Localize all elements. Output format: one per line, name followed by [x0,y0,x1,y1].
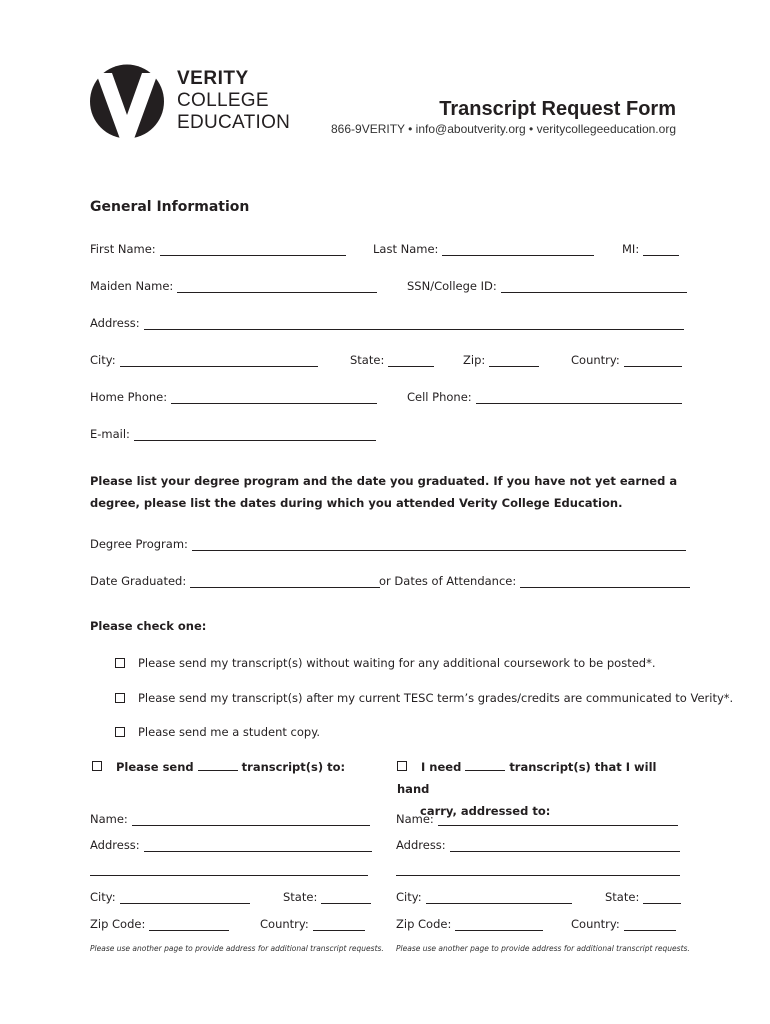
degree-program-field[interactable] [90,537,686,551]
home-phone-field[interactable] [90,390,377,404]
address-label: Address: [90,316,140,330]
hand-carry-count-line[interactable] [465,760,505,771]
state-label: State: [350,353,385,367]
email-line[interactable] [134,439,376,441]
right-state-field[interactable] [605,890,681,904]
left-zip-label: Zip Code: [90,917,146,931]
send-to-label-a: Please send [116,760,194,774]
degree-instructions: Please list your degree program and the date you graduated. If you have not yet earned a degree, please list the dates during which you attended Verity College Education. [90,474,678,510]
hand-carry-label-b: transcript(s) that I will hand [397,760,657,796]
city-label: City: [90,353,116,367]
last-name-field[interactable] [373,242,594,256]
zip-field[interactable] [463,353,539,367]
right-state-line[interactable] [643,902,681,904]
maiden-name-label: Maiden Name: [90,279,174,293]
right-zip-field[interactable] [396,917,543,931]
checkbox[interactable] [115,727,125,737]
right-address-line[interactable] [450,850,680,852]
form-title: Transcript Request Form [439,98,676,120]
city-field[interactable] [90,353,318,367]
address-field[interactable] [90,316,684,330]
address-line[interactable] [144,328,684,330]
option-label: Please send me a student copy. [138,725,321,739]
mi-label: MI: [622,242,640,256]
zip-label: Zip: [463,353,486,367]
right-country-label: Country: [571,917,620,931]
left-zip-line[interactable] [149,929,229,931]
date-graduated-field[interactable] [90,574,380,588]
left-address-field[interactable] [90,838,372,852]
left-country-label: Country: [260,917,309,931]
city-line[interactable] [120,365,318,367]
right-address-line-2[interactable] [396,875,680,876]
left-country-line[interactable] [313,929,365,931]
left-address-line[interactable] [144,850,372,852]
right-country-line[interactable] [624,929,676,931]
option-send-after-term[interactable] [115,691,733,705]
right-zip-label: Zip Code: [396,917,452,931]
right-city-line[interactable] [426,902,572,904]
checkbox[interactable] [397,761,407,771]
home-phone-label: Home Phone: [90,390,168,404]
brand-line-3: EDUCATION [177,112,291,133]
option-label: Please send my transcript(s) without waiting for any additional coursework to be posted*. [138,656,656,670]
date-graduated-line[interactable] [190,586,380,588]
mi-line[interactable] [643,254,679,256]
send-count-line[interactable] [198,760,238,771]
state-line[interactable] [388,365,434,367]
left-name-label: Name: [90,812,128,826]
state-field[interactable] [350,353,434,367]
first-name-field[interactable] [90,242,346,256]
zip-line[interactable] [489,365,539,367]
left-address-label: Address: [90,838,140,852]
ssn-line[interactable] [501,291,687,293]
email-field[interactable] [90,427,376,441]
left-address-line-2[interactable] [90,875,368,876]
right-city-label: City: [396,890,422,904]
country-line[interactable] [624,365,682,367]
checkbox[interactable] [92,761,102,771]
brand-line-1: VERITY [177,68,249,89]
left-country-field[interactable] [260,917,365,931]
right-address-field[interactable] [396,838,680,852]
send-to-label-b: transcript(s) to: [241,760,346,774]
hand-carry-label-c: carry, addressed to: [420,804,551,818]
brand-wordmark [177,68,290,134]
maiden-name-line[interactable] [177,291,377,293]
right-name-label: Name: [396,812,434,826]
country-label: Country: [571,353,620,367]
cell-phone-label: Cell Phone: [407,390,472,404]
right-address-label: Address: [396,838,446,852]
left-city-field[interactable] [90,890,250,904]
right-state-label: State: [605,890,640,904]
option-label: Please send my transcript(s) after my current TESC term’s grades/credits are communicated to Verity*. [138,691,734,705]
mi-field[interactable] [622,242,679,256]
date-graduated-label: Date Graduated: [90,574,187,588]
left-name-line[interactable] [132,824,370,826]
option-send-now[interactable] [115,656,655,670]
first-name-line[interactable] [160,254,346,256]
left-note: Please use another page to provide address for additional transcript requests. [90,944,384,953]
right-zip-line[interactable] [455,929,543,931]
checkbox[interactable] [115,693,125,703]
attendance-label: or Dates of Attendance: [379,574,517,588]
left-city-line[interactable] [120,902,250,904]
right-name-line[interactable] [438,824,678,826]
ssn-label: SSN/College ID: [407,279,497,293]
country-field[interactable] [571,353,682,367]
brand-line-2: COLLEGE [177,90,269,111]
maiden-name-field[interactable] [90,279,377,293]
section-general-heading: General Information [90,199,250,215]
last-name-label: Last Name: [373,242,439,256]
cell-phone-field[interactable] [407,390,682,404]
check-one-heading: Please check one: [90,619,207,633]
ssn-field[interactable] [407,279,687,293]
cell-phone-line[interactable] [476,402,682,404]
left-name-field[interactable] [90,812,370,826]
right-note: Please use another page to provide address for additional transcript requests. [396,944,690,953]
right-name-field[interactable] [396,812,678,826]
attendance-line[interactable] [520,586,690,588]
attendance-field[interactable] [379,574,690,588]
left-state-line[interactable] [321,902,371,904]
left-state-field[interactable] [283,890,371,904]
right-country-field[interactable] [571,917,676,931]
left-zip-field[interactable] [90,917,229,931]
degree-program-label: Degree Program: [90,537,188,551]
checkbox[interactable] [115,658,125,668]
home-phone-line[interactable] [171,402,377,404]
right-city-field[interactable] [396,890,572,904]
send-to-heading[interactable] [92,756,345,778]
email-label: E-mail: [90,427,130,441]
hand-carry-label-a: I need [421,760,462,774]
left-state-label: State: [283,890,318,904]
option-student-copy[interactable] [115,725,320,739]
last-name-line[interactable] [442,254,594,256]
contact-line: 866-9VERITY • info@aboutverity.org • veritycollegeeducation.org [331,122,676,136]
left-city-label: City: [90,890,116,904]
degree-program-line[interactable] [192,549,686,551]
first-name-label: First Name: [90,242,156,256]
verity-logo-icon [90,63,164,140]
